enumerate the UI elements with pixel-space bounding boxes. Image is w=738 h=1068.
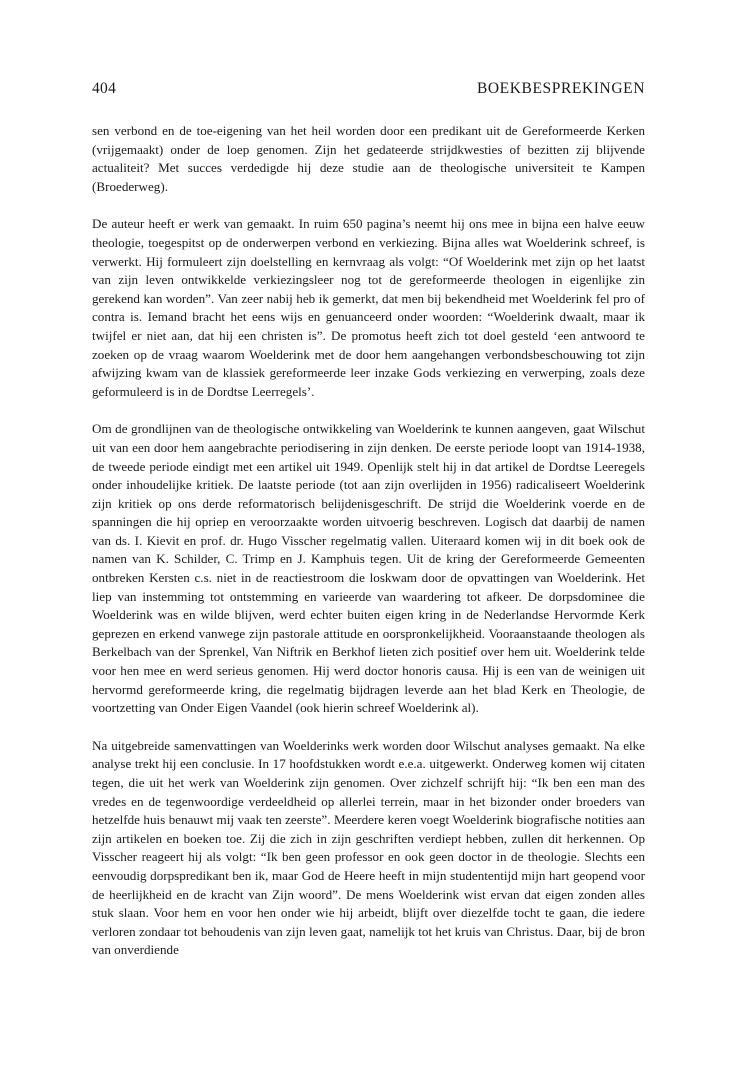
paragraph-4: Na uitgebreide samenvattingen van Woelderinks werk worden door Wilschut analyses gemaakt. Na elke analyse trekt hij een conclusie. In 17 hoofdstukken wordt e.e.a. uitgewerkt. Onderweg komen wij citaten tegen, die uit het werk van Woelderink zijn genomen. Over zichzelf schrijft hij: “Ik ben een man des vredes en de tegenwoordige verdeeldheid op allerlei terrein, maar in het bizonder onder broeders van hetzelfde huis benauwt mij vaak ten zeerste”. Meerdere keren voegt Woelderink biografische notities aan zijn artikelen en boeken toe. Zij die zich in zijn geschriften verdiept hebben, zullen dit herkennen. Op Visscher reageert hij als volgt: “Ik ben geen professor en ook geen doctor in de theologie. Slechts een eenvoudig dorpspredikant ben ik, maar God de Heere heeft in mijn studententijd mijn hart geopend voor de heerlijkheid en de kracht van Zijn woord”. De mens Woelderink wist ervan dat eigen zonden alles stuk slaan. Voor hem en voor hen onder wie hij arbeidt, blijft over diezelfde tocht te gaan, die iedere verloren zondaar tot behoudenis van zijn leven gaat, namelijk tot het kruis van Christus. Daar, bij de bron van onverdiende [92,737,645,958]
page-number: 404 [92,80,117,97]
running-title: BOEKBESPREKINGEN [476,80,645,97]
paragraph-2: De auteur heeft er werk van gemaakt. In ruim 650 pagina’s neemt hij ons mee in bijna een halve eeuw theologie, toegespitst op de onderwerpen verbond en verkiezing. Bijna alles wat Woelderink schreef, is verwerkt. Hij formuleert zijn doelstelling en kernvraag als volgt: “Of Woelderink met zijn op het laatst van zijn leven ontwikkelde verkiezingsleer nog tot de gereformeerde theologen in eigenlijke zin gerekend kan worden”. Van zeer nabij heb ik gemerkt, dat men bij bekendheid met Woelderink fel pro of contra is. Iemand bracht het eens wijs en genuanceerd onder woorden: “Woelderink dwaalt, maar ik twijfel er niet aan, dat hij een christen is”. De promotus heeft zich tot doel gesteld ‘een antwoord te zoeken op de vraag waarom Woelderink met de door hem aangehangen verbondsbeschouwing tot zijn afwijzing kwam van de klassiek gereformeerde leer inzake Gods verkiezing en verwerping, zoals deze geformuleerd is in de Dordtse Leerregels’. [92,216,645,399]
page-header [92,80,645,98]
review-body [92,122,645,979]
paragraph-3: Om de grondlijnen van de theologische ontwikkeling van Woelderink te kunnen aangeven, gaat Wilschut uit van een door hem aangebrachte periodisering in zijn denken. De eerste periode loopt van 1914-1938, de tweede periode eindigt met een artikel uit 1949. Openlijk stelt hij in dat artikel de Dordtse Leeregels onder inhoudelijke kritiek. De laatste periode (tot aan zijn overlijden in 1956) radicaliseert Woelderink zijn kritiek op ons derde reformatorisch belijdenisgeschrift. De strijd die Woelderink voerde en de spanningen die hij opriep en veroorzaakte worden uitvoerig beschreven. Logisch dat daarbij de namen van ds. I. Kievit en prof. dr. Hugo Visscher regelmatig vallen. Uiteraard komen wij in dit boek ook de namen van K. Schilder, C. Trimp en J. Kamphuis tegen. Uit de kring der Gereformeerde Gemeenten ontbreken Kersten c.s. niet in de reactiestroom die loskwam door de opvattingen van Woelderink. Het liep van instemming tot ontstemming en varieerde van waardering tot afkeer. De dorpsdominee die Woelderink was en wilde blijven, werd echter buiten eigen kring in de Nederlandse Hervormde Kerk geprezen en erkend vanwege zijn pastorale attitude en oorspronkelijkheid. Vooraanstaande theologen als Berkelbach van der Sprenkel, Van Niftrik en Berkhof lieten zich positief over hem uit. Woelderink telde voor hen mee en werd serieus genomen. Hij werd doctor honoris causa. Hij is een van de weinigen uit hervormd gereformeerde kring, die regelmatig bijdragen leverde aan het blad Kerk en Theologie, de voortzetting van Onder Eigen Vaandel (ook hierin schreef Woelderink al). [92,421,645,716]
paragraph-1: sen verbond en de toe-eigening van het heil worden door een predikant uit de Gereformeerde Kerken (vrijgemaakt) onder de loep genomen. Zijn het gedateerde strijdkwesties of bezitten zij blijvende actualiteit? Met succes verdedigde hij deze studie aan de theologische universiteit te Kampen (Broederweg). [92,123,645,194]
